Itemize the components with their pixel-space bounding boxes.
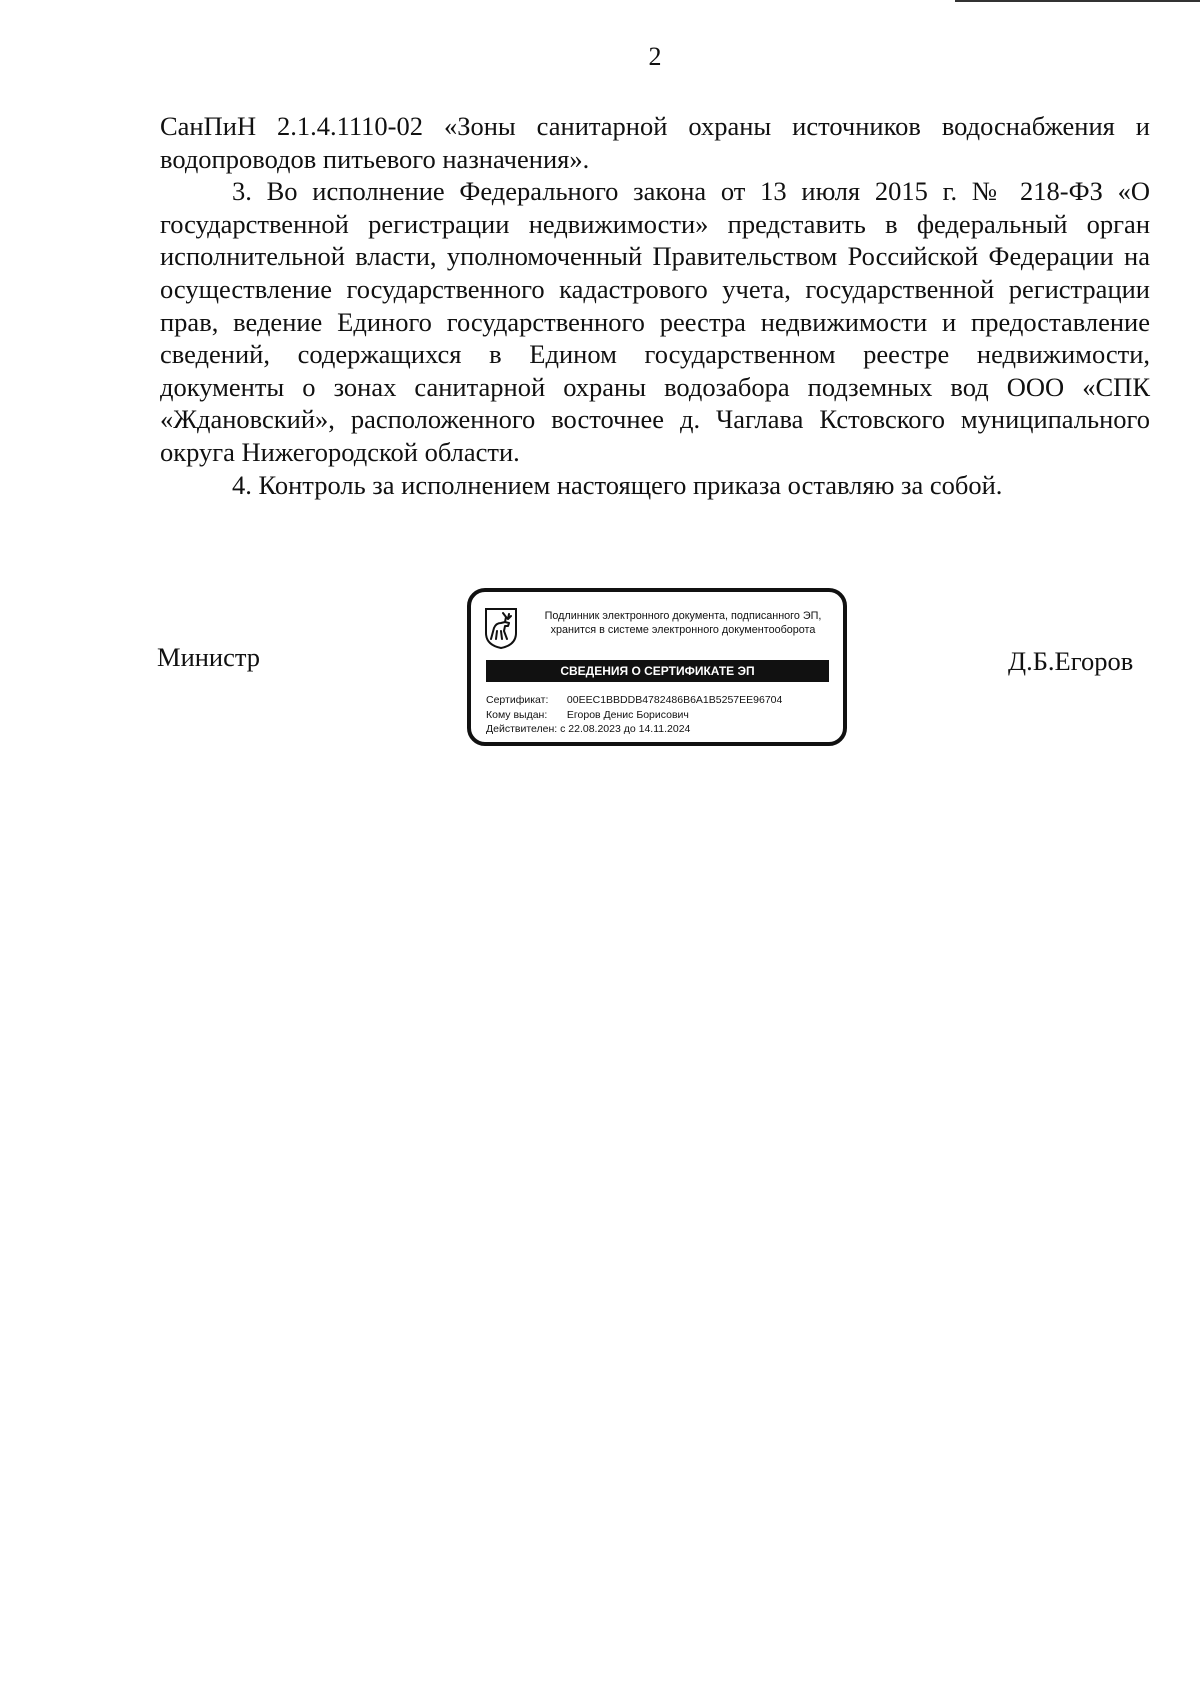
signatory-position: Министр <box>157 642 261 672</box>
signature-block <box>0 588 1200 758</box>
document-body <box>160 110 1150 501</box>
certificate-details <box>486 693 782 737</box>
certificate-label: Сертификат: <box>486 694 549 706</box>
signatory-name: Д.Б.Егоров <box>1008 646 1134 676</box>
validity-value: с 22.08.2023 до 14.11.2024 <box>560 723 691 735</box>
electronic-signature-stamp <box>467 588 847 746</box>
stamp-notice-line-1: Подлинник электронного документа, подписанного ЭП, <box>544 610 822 622</box>
deer-coat-of-arms-icon <box>483 606 519 650</box>
stamp-header: СВЕДЕНИЯ О СЕРТИФИКАТЕ ЭП <box>486 660 829 682</box>
paragraph-sanpin: СанПиН 2.1.4.1110-02 «Зоны санитарной охраны источников водоснабжения и водопроводов питьевого назначения». <box>160 111 1150 174</box>
top-edge-rule <box>955 0 1200 2</box>
issued-to-row <box>486 708 782 723</box>
validity-row <box>486 722 782 737</box>
certificate-row <box>486 693 782 708</box>
stamp-notice-line-2: хранится в системе электронного документооборота <box>550 624 816 636</box>
stamp-notice <box>527 609 839 637</box>
paragraph-item-4: 4. Контроль за исполнением настоящего приказа оставляю за собой. <box>232 469 1003 500</box>
paragraph-item-3: 3. Во исполнение Федерального закона от 13 июля 2015 г. № 218-ФЗ «О государственной регистрации недвижимости» представить в федеральный орган исполнительной власти, уполномоченный Правительством Российской Федерации на осуществление государственного кадастрового учета, государственной регистрации прав, ведение Единого государственного реестра недвижимости и предоставление сведений, содержащихся в Едином государственном реестре недвижимости, документы о зонах санитарной охраны водозабора подземных вод ООО «СПК «Ждановский», расположенного восточнее д. Чаглава Кстовского муниципального округа Нижегородской области. <box>160 176 1150 467</box>
page-number: 2 <box>648 42 662 71</box>
validity-label: Действителен: <box>486 723 558 735</box>
issued-to-value: Егоров Денис Борисович <box>566 708 689 721</box>
issued-to-label: Кому выдан: <box>486 708 548 721</box>
certificate-value: 00EEC1BBDDB4782486B6A1B5257EE96704 <box>566 694 783 706</box>
